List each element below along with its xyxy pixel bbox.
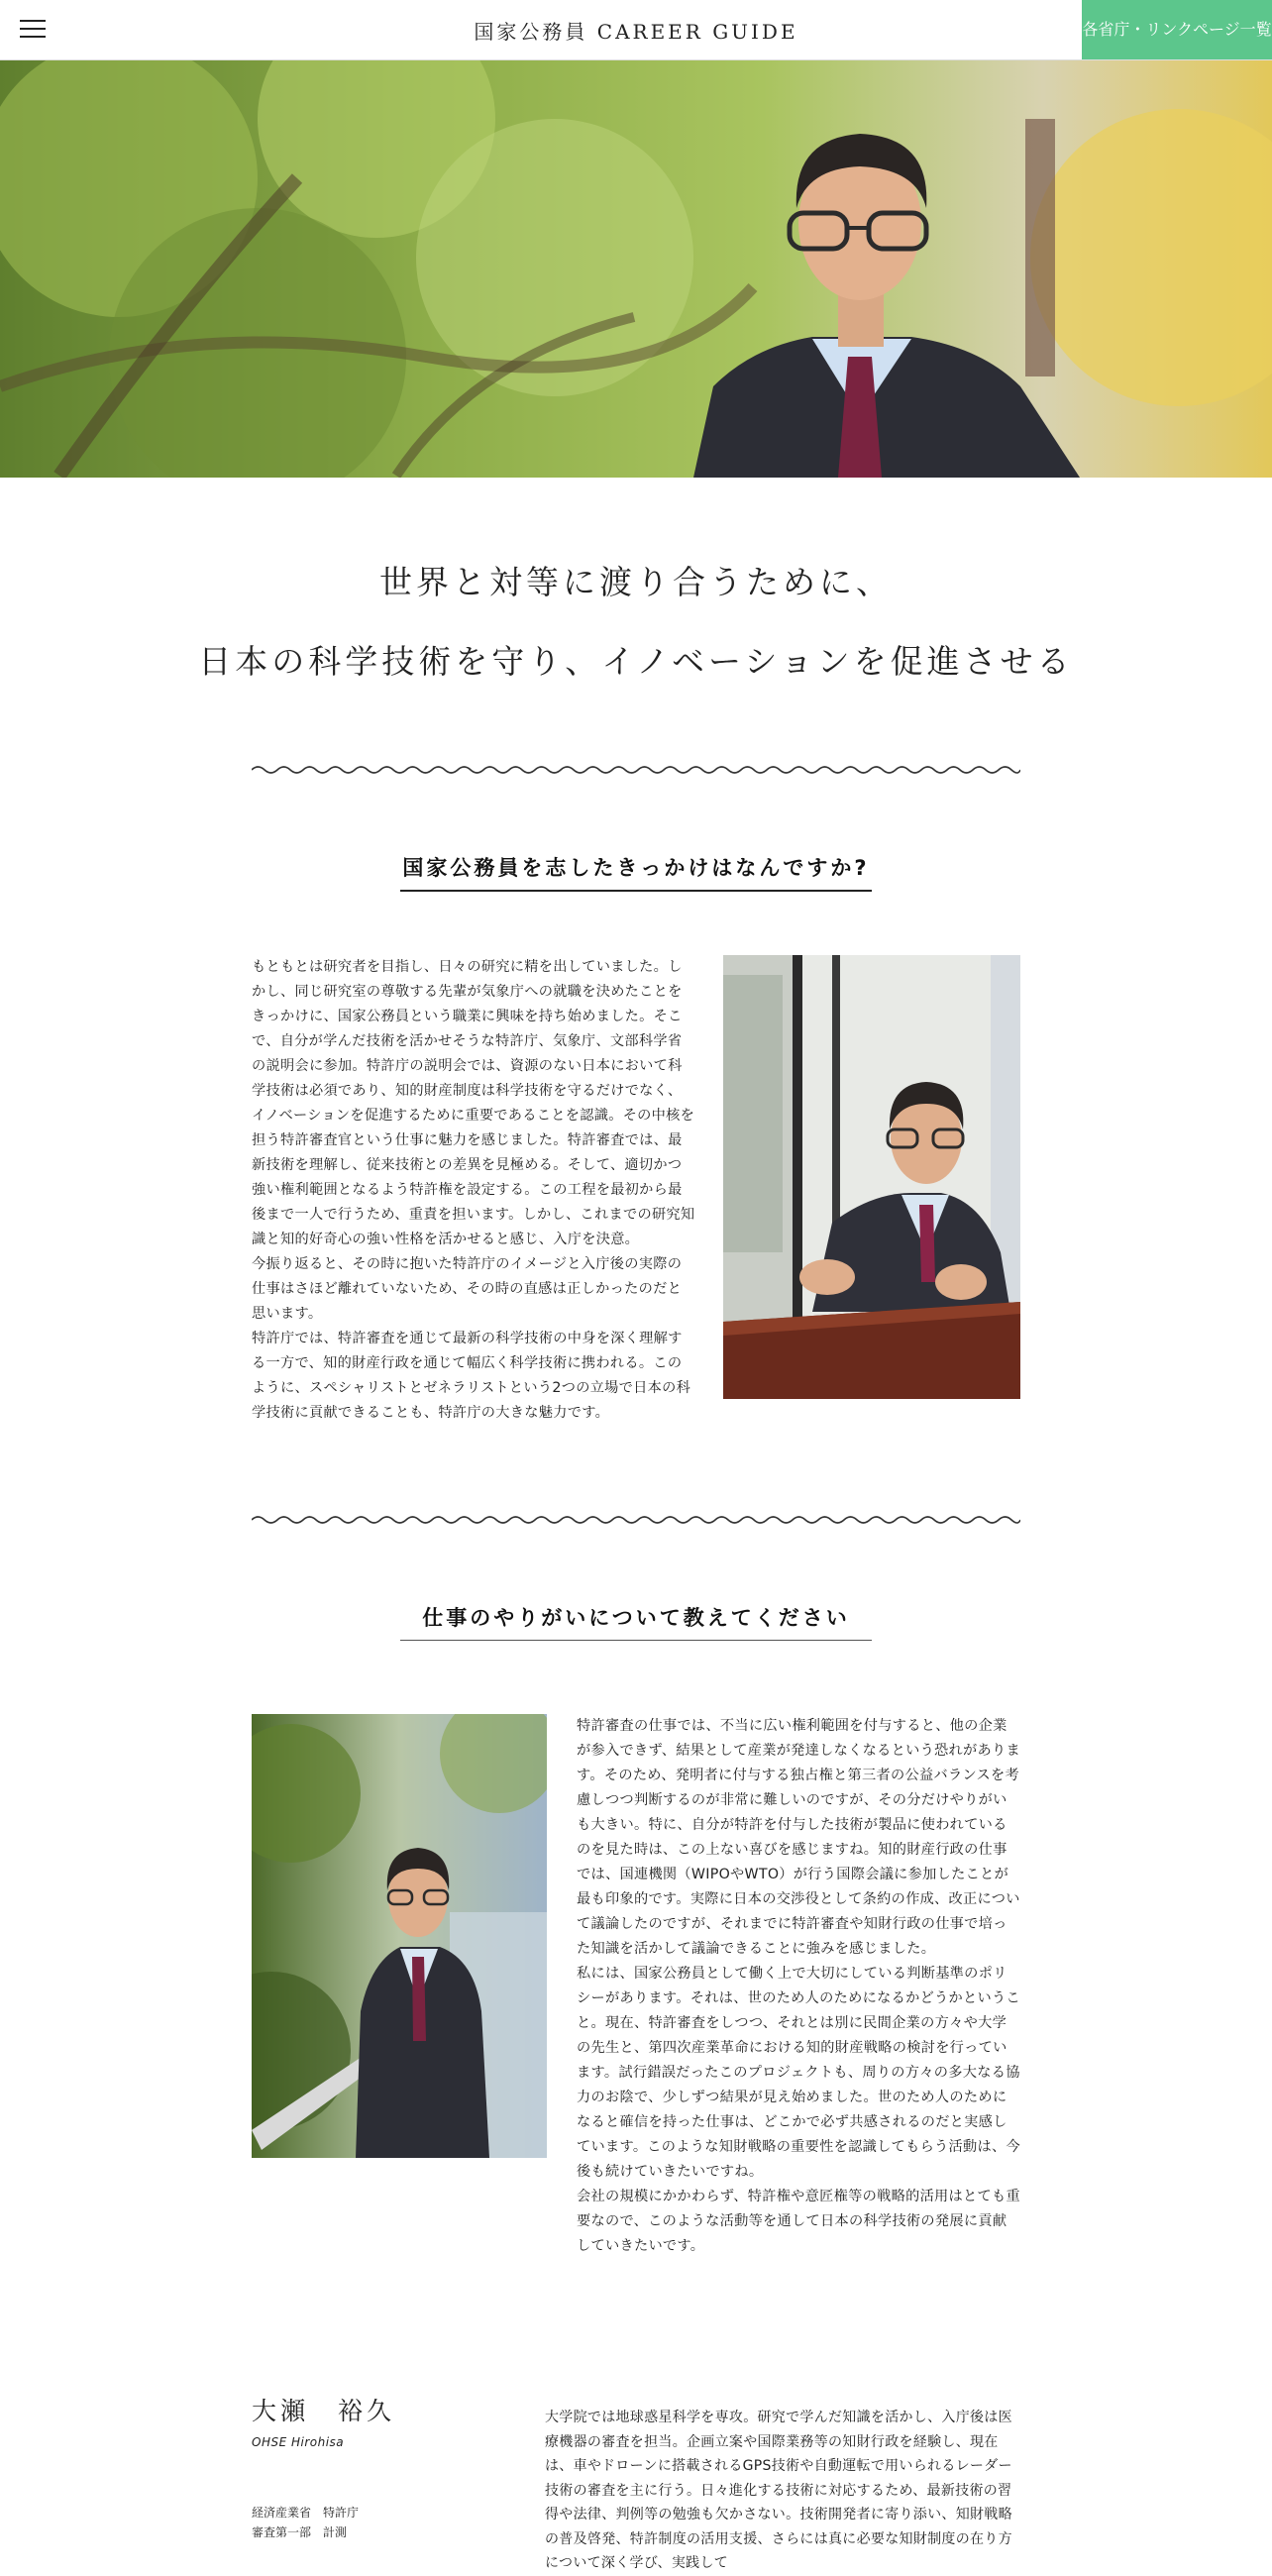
profile-bio: 大学院では地球惑星科学を専攻。研究で学んだ知識を活かし、入庁後は医療機器の審査を担当。企画立案や国際業務等の知財行政を経験し、現在は、車やドローンに搭載されるGPS技術や自動運転で用いられるレーダー技術の審査を主に行う。日々進化する技術に対応するため、最新技術の習得や法律、判例等の勉強も欠かさない。技術開発者に寄り添い、知財戦略の普及啓発、特許制度の活用支援、さらには真に必要な知財制度の在り方について深く学び、実践して (545, 2410, 1012, 2571)
paragraph: 特許審査の仕事では、不当に広い権利範囲を付与すると、他の企業が参入できず、結果として産業が発達しなくなるという恐れがあります。そのため、発明者に付与する独占権と第三者の公益バランスを考慮しつつ判断するのが非常に難しいのですが、その分だけやりがいも大きい。特に、自分が特許を付与した技術が製品に使われているのを見た時は、この上ない喜びを感じますね。知的財産行政の仕事では、国連機関（WIPOやWTO）が行う国際会議に参加したことが最も印象的です。実際に日本の交渉役として条約の作成、改正について議論したのですが、それまでに特許審査や知財行政の仕事で培った知識を活かして議論できることに強みを感じました。 (577, 1718, 1020, 1957)
headline-line-2: 日本の科学技術を守り、イノベーションを促進させる (198, 642, 1074, 681)
wave-divider (252, 1513, 1020, 1527)
section-motivation-text (252, 955, 695, 1426)
headline-line-1: 世界と対等に渡り合うために、 (379, 563, 893, 601)
ministry-links-button[interactable]: 各省庁・リンクページ一覧 (1082, 0, 1272, 59)
paragraph: 私には、国家公務員として働く上で大切にしている判断基準のポリシーがあります。それは、世のため人のためになるかどうかということ。現在、特許審査をしつつ、それとは別に民間企業の方々や大学の先生と、第四次産業革命における知的財産戦略の検討を行っています。試行錯誤だったこのプロジェクトも、周りの方々の多大なる協力のお陰で、少しずつ結果が見え始めました。世のため人のためになると確信を持った仕事は、どこかで必ず共感されるのだと実感しています。このような知財戦略の重要性を認識してもらう活動は、今後も続けていきたいですね。 (577, 1966, 1020, 2180)
section-heading-rewarding-work: 仕事のやりがいについて教えてください (400, 1602, 872, 1641)
profile-name-roman: OHSE Hirohisa (252, 2435, 345, 2449)
article-headline (0, 543, 1272, 701)
hero-image (0, 59, 1272, 478)
profile-ministry: 経済産業省 特許庁 (252, 2506, 360, 2520)
interview-photo-seated (723, 955, 1020, 1399)
paragraph: 今振り返ると、その時に抱いた特許庁のイメージと入庁後の実際の仕事はさほど離れていないため、その時の直感は正しかったのだと思います。 (252, 1256, 683, 1322)
paragraph: 特許庁では、特許審査を通じて最新の科学技術の中身を深く理解する一方で、知的財産行政を通じて幅広く科学技術に携われる。このように、スペシャリストとゼネラリストという2つの立場で日本の科学技術に貢献できることも、特許庁の大きな魅力です。 (252, 1331, 691, 1421)
profile-division: 審査第一部 計測 (252, 2525, 348, 2539)
paragraph: 会社の規模にかかわらず、特許権や意匠権等の戦略的活用はとても重要なので、このような活動等を通して日本の科学技術の発展に貢献していきたいです。 (577, 2189, 1020, 2254)
paragraph: もともとは研究者を目指し、日々の研究に精を出していました。しかし、同じ研究室の尊敬する先輩が気象庁への就職を決めたことをきっかけに、国家公務員という職業に興味を持ち始めました。そこで、自分が学んだ技術を活かせそうな特許庁、気象庁、文部科学省の説明会に参加。特許庁の説明会では、資源のない日本において科学技術は必須であり、知的財産制度は科学技術を守るだけでなく、イノベーションを促進するために重要であることを認識。その中核を担う特許審査官という仕事に魅力を感じました。特許審査では、最新技術を理解し、従来技術との差異を見極める。そして、適切かつ強い権利範囲となるよう特許権を設定する。この工程を最初から最後まで一人で行うため、重責を担います。しかし、これまでの研究知識と知的好奇心の強い性格を活かせると感じ、入庁を決意。 (252, 959, 695, 1247)
section-heading-motivation: 国家公務員を志したきっかけはなんですか? (400, 852, 872, 892)
section-rewarding-work-text (577, 1714, 1020, 2259)
profile-name: 大瀬 裕久 (252, 2397, 396, 2425)
site-title[interactable]: 国家公務員 CAREER GUIDE (474, 20, 798, 44)
profile-department (252, 2503, 359, 2542)
interview-photo-standing (252, 1714, 547, 2158)
wave-divider (252, 763, 1020, 777)
site-header (0, 0, 1272, 60)
